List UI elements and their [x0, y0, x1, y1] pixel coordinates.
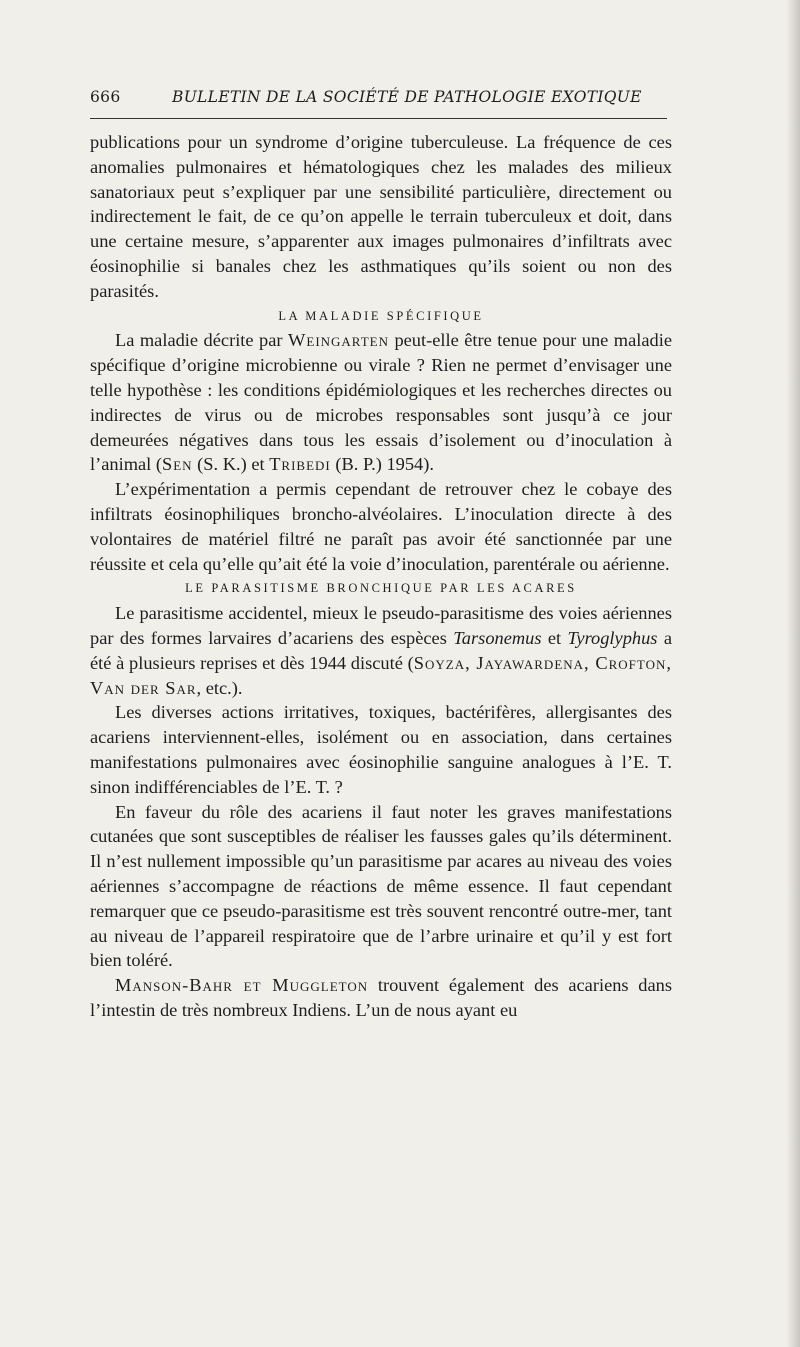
page-edge-shadow — [786, 0, 800, 1347]
author-name: Tribedi — [269, 454, 331, 475]
text-run: (S. K.) et — [192, 454, 270, 475]
text-run: et — [541, 627, 568, 648]
section-heading-parasitisme-bronchique: LE PARASITISME BRONCHIQUE PAR LES ACARES — [185, 581, 577, 596]
text-run: trouvent également des acariens dans l’intestin de très nombreux Indiens. L’un de nous ayant eu — [90, 975, 672, 1020]
text-run: La maladie décrite par — [115, 330, 289, 351]
paragraph-faveur: En faveur du rôle des acariens il faut noter les graves manifestations cutanées que sont susceptibles de réaliser les fausses gales qu’ils déterminent. Il n’est nullement impossible qu’un parasitisme par acares au niveau des voies aériennes s’accompagne de réactions de même essence. Il faut cependant remarquer que ce pseudo-parasitisme est très souvent rencontré outre-mer, tant au niveau de l’appareil respiratoire que de l’arbre urinaire et qu’il y est fort bien toléré. — [90, 801, 672, 971]
paragraph-continuation: publications pour un syndrome d’origine tuberculeuse. La fréquence de ces anomalies pulmonaires et hématologiques chez les malades des milieux sanatoriaux peut s’expliquer par une sensibilité particulière, directement ou indirectement le fait, de ce qu’on appelle le terrain tuberculeux et doit, dans une certaine mesure, s’apparenter aux images pulmonaires d’infiltrats avec éosinophilie si banales chez les asthmatiques qu’ils soient ou non des parasités. — [90, 132, 672, 301]
article-body — [90, 130, 672, 1023]
paragraph-experimentation: L’expérimentation a permis cependant de retrouver chez le cobaye des infiltrats éosinophiliques broncho-alvéolaires. L’inoculation directe à des volontaires de matériel filtré ne paraît pas avoir été sanctionnée par une réussite et cela qu’elle qu’ait été la voie d’inoculation, parentérale ou aérienne. — [90, 479, 672, 574]
text-run: Le parasitisme accidentel, mieux le pseudo-parasitisme des voies aériennes par des formes larvaires d’acariens des espèces — [90, 603, 672, 648]
genus-name: Tarsonemus — [453, 627, 542, 648]
paragraph-parasitisme — [90, 601, 672, 700]
paragraph-manson-bahr — [90, 973, 672, 1023]
text-run: (B. P.) 1954). — [330, 454, 434, 475]
author-name: Weingarten — [288, 330, 389, 351]
paragraph-actions: Les diverses actions irritatives, toxiques, bactérifères, allergisantes des acariens interviennent-elles, isolément ou en association, dans certaines manifestations pulmonaires avec éosinophilie sanguine analogues à l’E. T. sinon indifférenciables de l’E. T. ? — [90, 702, 672, 797]
genus-name: Tyroglyphus — [567, 627, 658, 648]
paragraph-weingarten — [90, 328, 672, 477]
author-names: Manson-Bahr et Muggleton — [115, 975, 369, 996]
section-heading-maladie-specifique: LA MALADIE SPÉCIFIQUE — [278, 308, 484, 323]
page-number: 666 — [90, 88, 121, 106]
text-run: , etc.). — [196, 677, 243, 698]
text-run: a été à plusieurs reprises et dès 1944 discuté ( — [90, 627, 672, 673]
journal-title: BULLETIN DE LA SOCIÉTÉ DE PATHOLOGIE EXOTIQUE — [172, 88, 642, 106]
author-name: Sen — [162, 454, 193, 475]
text-run: peut-elle être tenue pour une maladie spécifique d’origine microbienne ou virale ? Rien ne permet d’envisager une telle hypothèse : les conditions épidémiologiques et les recherches directes ou indirectes de virus ou de microbes responsables sont jusqu’à ce jour demeurées négatives dans tous les essais d’isolement ou d’inoculation à l’animal ( — [90, 330, 672, 475]
author-names: Soyza, Jayawardena, Crofton, Van der Sar — [90, 652, 672, 698]
header-rule — [90, 118, 667, 119]
